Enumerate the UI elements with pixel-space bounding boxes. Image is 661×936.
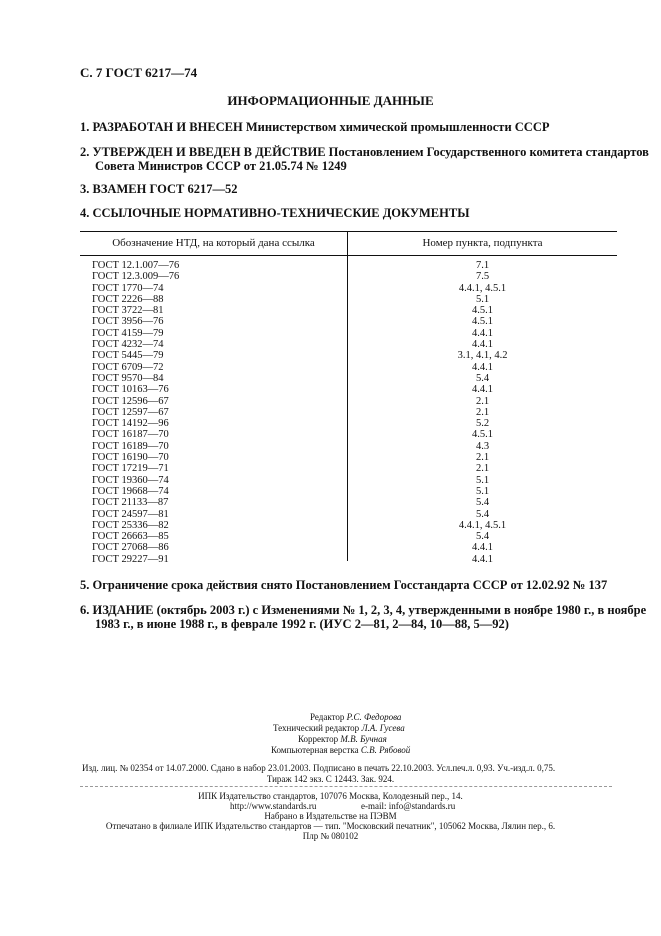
table-row bbox=[80, 441, 617, 452]
clause-number: 4.5.1 bbox=[472, 316, 493, 328]
section-number: 5. bbox=[80, 578, 90, 592]
clause-number: 5.4 bbox=[475, 372, 490, 384]
printed-note: Отпечатано в филиале ИПК Издательство стандартов — тип. "Московский печатник", 105062 Москва, Лялин пер., 6. bbox=[105, 821, 556, 831]
section-1 bbox=[80, 120, 549, 135]
clause-number: 4.4.1 bbox=[472, 542, 493, 554]
clause-number: 4.4.1 bbox=[472, 339, 493, 351]
clause-number: 7.1 bbox=[475, 260, 490, 271]
table-row bbox=[80, 509, 617, 520]
clause-number: 4.5.1 bbox=[472, 305, 493, 317]
section-text: РАЗРАБОТАН И ВНЕСЕН Министерством химической промышленности СССР bbox=[92, 120, 550, 134]
ntd-designation: ГОСТ 12.1.007—76 bbox=[92, 260, 180, 271]
ntd-designation: ГОСТ 12596—67 bbox=[92, 395, 169, 407]
clause-number: 4.4.1, 4.5.1 bbox=[458, 519, 507, 531]
section-number: 6. bbox=[80, 603, 90, 617]
editor-name: Р.С. Федорова bbox=[346, 712, 402, 722]
ntd-reference-table bbox=[80, 231, 617, 565]
imprint-tech-editor bbox=[273, 723, 405, 733]
ntd-designation: ГОСТ 24597—81 bbox=[92, 508, 169, 520]
ntd-designation: ГОСТ 29227—91 bbox=[92, 553, 169, 565]
section-text: Ограничение срока действия снято Постановлением Госстандарта СССР от 12.02.92 № 137 bbox=[92, 578, 608, 592]
table-row bbox=[80, 283, 617, 294]
corrector-label: Корректор bbox=[298, 734, 339, 744]
ntd-designation: ГОСТ 19360—74 bbox=[92, 474, 169, 486]
ntd-designation: ГОСТ 16187—70 bbox=[92, 429, 169, 441]
section-5 bbox=[80, 578, 607, 593]
ntd-designation: ГОСТ 12597—67 bbox=[92, 406, 169, 418]
clause-number: 2.1 bbox=[475, 463, 490, 475]
ntd-designation: ГОСТ 6709—72 bbox=[92, 361, 164, 373]
section-text-line1: ИЗДАНИЕ (октябрь 2003 г.) с Изменениями № 1, 2, 3, 4, утвержденными в ноябре 1980 г., в ноябре bbox=[92, 603, 647, 617]
table-row bbox=[80, 520, 617, 531]
table-row bbox=[80, 316, 617, 327]
section-2-continuation bbox=[95, 159, 347, 174]
section-3 bbox=[80, 182, 237, 197]
table-row bbox=[80, 554, 617, 565]
publisher-email: e-mail: info@standards.ru bbox=[361, 801, 456, 811]
table-row bbox=[80, 452, 617, 463]
print-details-line1: Изд. лиц. № 02354 от 14.07.2000. Сдано в набор 23.01.2003. Подписано в печать 22.10.2003. Усл.печ.л. 0,93. Уч.-изд.л. 0,75. bbox=[82, 763, 556, 773]
ntd-designation: ГОСТ 19668—74 bbox=[92, 485, 169, 497]
clause-number: 5.4 bbox=[475, 531, 490, 543]
section-number: 2. bbox=[80, 145, 90, 159]
clause-number: 4.5.1 bbox=[472, 429, 493, 441]
table-row bbox=[80, 362, 617, 373]
clause-number: 5.2 bbox=[475, 418, 490, 430]
corrector-name: М.В. Бучная bbox=[340, 734, 387, 744]
table-row bbox=[80, 497, 617, 508]
imprint-editor bbox=[310, 712, 401, 722]
clause-number: 5.1 bbox=[475, 485, 490, 497]
clause-number: 4.4.1 bbox=[472, 553, 493, 565]
layout-label: Компьютерная верстка bbox=[271, 745, 359, 755]
ntd-designation: ГОСТ 12.3.009—76 bbox=[92, 271, 180, 283]
tech-editor-name: Л.А. Гусева bbox=[361, 723, 405, 733]
clause-number: 4.3 bbox=[475, 440, 490, 452]
section-2 bbox=[80, 145, 649, 160]
section-text: ССЫЛОЧНЫЕ НОРМАТИВНО-ТЕХНИЧЕСКИЕ ДОКУМЕНТЫ bbox=[92, 206, 470, 220]
clause-number: 4.4.1 bbox=[472, 327, 493, 339]
clause-number: 5.1 bbox=[475, 293, 490, 305]
ntd-designation: ГОСТ 5445—79 bbox=[92, 350, 164, 362]
section-6 bbox=[80, 603, 646, 618]
table-row bbox=[80, 350, 617, 361]
table-row bbox=[80, 271, 617, 282]
ntd-designation: ГОСТ 9570—84 bbox=[92, 372, 164, 384]
print-details-line2: Тираж 142 экз. С 12443. Зак. 924. bbox=[266, 774, 395, 784]
ntd-designation: ГОСТ 3956—76 bbox=[92, 316, 164, 328]
section-text-line2: 1983 г., в июне 1988 г., в феврале 1992 г. (ИУС 2—81, 2—84, 10—88, 5—92) bbox=[95, 617, 509, 631]
table-header-ntd: Обозначение НТД, на который дана ссылка bbox=[112, 237, 315, 249]
clause-number: 4.4.1 bbox=[472, 361, 493, 373]
imprint-divider bbox=[80, 786, 612, 787]
ntd-designation: ГОСТ 10163—76 bbox=[92, 384, 169, 396]
publisher-line: ИПК Издательство стандартов, 107076 Москва, Колодезный пер., 14. bbox=[198, 791, 463, 801]
clause-number: 5.1 bbox=[475, 474, 490, 486]
section-number: 3. bbox=[80, 182, 90, 196]
table-row bbox=[80, 373, 617, 384]
ntd-designation: ГОСТ 3722—81 bbox=[92, 305, 164, 317]
plr-number: Плр № 080102 bbox=[302, 831, 359, 841]
ntd-designation: ГОСТ 4159—79 bbox=[92, 327, 164, 339]
section-text-line1: УТВЕРЖДЕН И ВВЕДЕН В ДЕЙСТВИЕ Постановлением Государственного комитета стандартов bbox=[92, 145, 649, 159]
clause-number: 4.4.1, 4.5.1 bbox=[458, 282, 507, 294]
section-4 bbox=[80, 206, 469, 221]
table-row bbox=[80, 463, 617, 474]
page-header: С. 7 ГОСТ 6217—74 bbox=[80, 65, 198, 80]
ntd-designation: ГОСТ 16190—70 bbox=[92, 452, 169, 464]
ntd-designation: ГОСТ 2226—88 bbox=[92, 293, 164, 305]
section-number: 1. bbox=[80, 120, 90, 134]
ntd-designation: ГОСТ 21133—87 bbox=[92, 497, 169, 509]
publisher-website: http://www.standards.ru bbox=[230, 801, 317, 811]
section-number: 4. bbox=[80, 206, 90, 220]
layout-name: С.В. Рябовой bbox=[360, 745, 411, 755]
ntd-designation: ГОСТ 16189—70 bbox=[92, 440, 169, 452]
editor-label: Редактор bbox=[310, 712, 345, 722]
table-row bbox=[80, 339, 617, 350]
table-row bbox=[80, 260, 617, 271]
clause-number: 3.1, 4.1, 4.2 bbox=[457, 350, 508, 362]
ntd-designation: ГОСТ 26663—85 bbox=[92, 531, 169, 543]
document-title: ИНФОРМАЦИОННЫЕ ДАННЫЕ bbox=[227, 93, 434, 108]
clause-number: 2.1 bbox=[475, 395, 490, 407]
table-row bbox=[80, 305, 617, 316]
table-row bbox=[80, 328, 617, 339]
table-row bbox=[80, 429, 617, 440]
clause-number: 2.1 bbox=[475, 406, 490, 418]
table-row bbox=[80, 384, 617, 395]
table-row bbox=[80, 531, 617, 542]
table-row bbox=[80, 542, 617, 553]
table-body bbox=[80, 260, 617, 565]
clause-number: 5.4 bbox=[475, 497, 490, 509]
table-row bbox=[80, 407, 617, 418]
ntd-designation: ГОСТ 17219—71 bbox=[92, 463, 169, 475]
table-header-rule bbox=[80, 255, 617, 256]
section-text: ВЗАМЕН ГОСТ 6217—52 bbox=[92, 182, 238, 196]
table-row bbox=[80, 486, 617, 497]
table-row bbox=[80, 475, 617, 486]
ntd-designation: ГОСТ 4232—74 bbox=[92, 339, 164, 351]
imprint-corrector bbox=[298, 734, 387, 744]
clause-number: 5.4 bbox=[475, 508, 490, 520]
section-6-continuation bbox=[95, 617, 509, 632]
typeset-note: Набрано в Издательстве на ПЭВМ bbox=[264, 811, 397, 821]
imprint-layout bbox=[271, 745, 410, 755]
clause-number: 4.4.1 bbox=[472, 384, 493, 396]
clause-number: 7.5 bbox=[475, 271, 490, 283]
section-text-line2: Совета Министров СССР от 21.05.74 № 1249 bbox=[95, 159, 347, 173]
table-header-clause: Номер пункта, подпункта bbox=[422, 237, 543, 249]
table-row bbox=[80, 396, 617, 407]
tech-editor-label: Технический редактор bbox=[273, 723, 360, 733]
clause-number: 2.1 bbox=[475, 452, 490, 464]
ntd-designation: ГОСТ 25336—82 bbox=[92, 519, 169, 531]
ntd-designation: ГОСТ 27068—86 bbox=[92, 542, 169, 554]
table-row bbox=[80, 294, 617, 305]
table-row bbox=[80, 418, 617, 429]
ntd-designation: ГОСТ 1770—74 bbox=[92, 282, 164, 294]
ntd-designation: ГОСТ 14192—96 bbox=[92, 418, 169, 430]
